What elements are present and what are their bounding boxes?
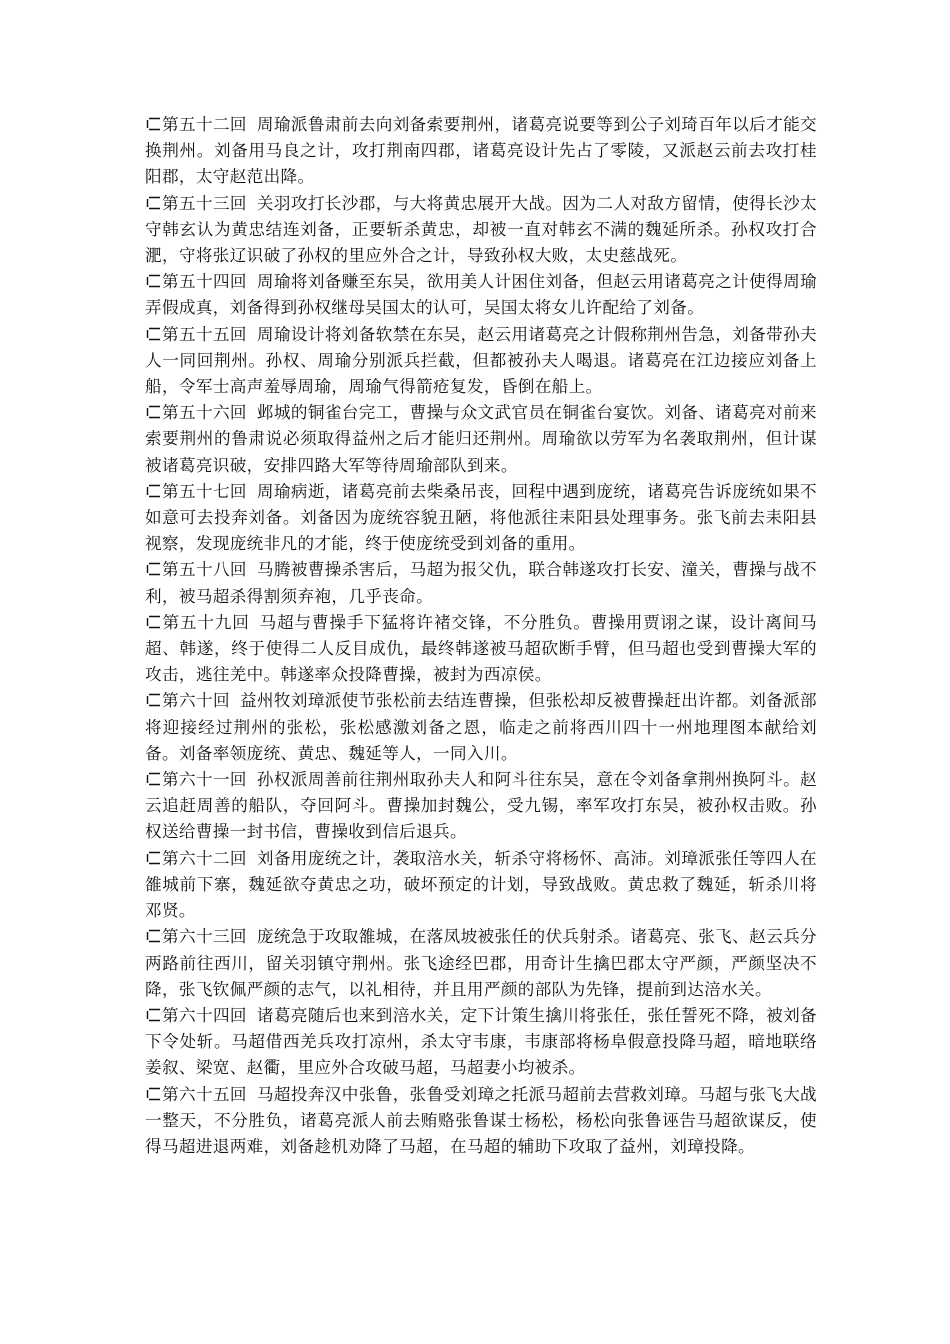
- chapter-number: 第五十二回: [162, 115, 247, 134]
- chapter-number: 第六十五回: [162, 1084, 247, 1104]
- chapter-number: 第六十一回: [162, 770, 247, 790]
- chapter-number: 第六十三回: [162, 927, 247, 947]
- chapter-entry: [145, 191, 817, 270]
- chapter-entry: [145, 479, 817, 558]
- chapter-summary: 关羽攻打长沙郡，与大将黄忠展开大战。因为二人对敌方留情，使得长沙太守韩玄认为黄忠结连刘备，正要斩杀黄忠，却被一直对韩玄不满的魏延所杀。孙权攻打合淝，守将张辽识破了孙权的里应外合之计，导致孙权大败，太史慈战死。: [145, 193, 817, 266]
- chapter-summary: 周瑜将刘备赚至东吴，欲用美人计困住刘备，但赵云用诸葛亮之计使得周瑜弄假成真，刘备得到孙权继母吴国太的认可，吴国太将女儿许配给了刘备。: [145, 272, 817, 318]
- chapter-number: 第五十五回: [162, 324, 247, 344]
- chapter-entry: [145, 400, 817, 479]
- chapter-summary: 孙权派周善前往荆州取孙夫人和阿斗往东吴，意在令刘备拿荆州换阿斗。赵云追赶周善的船队，夺回阿斗。曹操加封魏公，受九锡，率军攻打东吴，被孙权击败。孙权送给曹操一封书信，曹操收到信后退兵。: [145, 770, 817, 842]
- chapter-entry: [145, 688, 817, 767]
- list-marker-icon: [145, 615, 161, 629]
- chapter-number: 第五十三回: [162, 193, 247, 213]
- chapter-number: 第五十七回: [162, 481, 247, 501]
- chapter-number: 第六十二回: [162, 848, 247, 868]
- document-body: [145, 112, 817, 1160]
- chapter-entry: [145, 112, 817, 191]
- chapter-summary: 马腾被曹操杀害后，马超为报父仇，联合韩遂攻打长安、潼关，曹操与战不利，被马超杀得割须弃袍，几乎丧命。: [145, 560, 817, 606]
- chapter-summary: 马超与曹操手下猛将许褚交锋，不分胜负。曹操用贾诩之谋，设计离间马超、韩遂，终于使得二人反目成仇，最终韩遂被马超砍断手臂，但马超也受到曹操大军的攻击，逃往羌中。韩遂率众投降曹操，被封为西凉侯。: [145, 612, 818, 685]
- chapter-number: 第五十九回: [162, 612, 250, 632]
- list-marker-icon: [145, 929, 161, 943]
- chapter-summary: 益州牧刘璋派使节张松前去结连曹操，但张松却反被曹操赶出许都。刘备派部将迎接经过荆州的张松，张松感激刘备之恩，临走之前将西川四十一州地理图本献给刘备。刘备率领庞统、黄忠、魏延等人，一同入川。: [145, 691, 817, 763]
- list-marker-icon: [145, 693, 161, 707]
- chapter-entry: [145, 1082, 817, 1161]
- list-marker-icon: [145, 772, 161, 786]
- chapter-number: 第五十八回: [162, 560, 247, 580]
- list-marker-icon: [145, 484, 161, 498]
- chapter-summary: 刘备用庞统之计，袭取涪水关，斩杀守将杨怀、高沛。刘璋派张任等四人在雒城前下寨，魏延欲夺黄忠之功，破坏预定的计划，导致战败。黄忠救了魏延，斩杀川将邓贤。: [145, 848, 817, 921]
- chapter-summary: 马超投奔汉中张鲁，张鲁受刘璋之托派马超前去营救刘璋。马超与张飞大战一整天，不分胜负，诸葛亮派人前去贿赂张鲁谋士杨松，杨松向张鲁诬告马超欲谋反，使得马超进退两难，刘备趁机劝降了马超，在马超的辅助下攻取了益州，刘璋投降。: [145, 1084, 817, 1156]
- list-marker-icon: [145, 1008, 161, 1022]
- chapter-entry: [145, 557, 817, 609]
- list-marker-icon: [145, 274, 161, 288]
- chapter-entry: [145, 767, 817, 846]
- chapter-number: 第五十四回: [162, 272, 247, 292]
- chapter-entry: [145, 322, 817, 401]
- list-marker-icon: [145, 405, 161, 419]
- chapter-summary: 周瑜设计将刘备软禁在东吴，赵云用诸葛亮之计假称荆州告急，刘备带孙夫人一同回荆州。孙权、周瑜分别派兵拦截，但都被孙夫人喝退。诸葛亮在江边接应刘备上船，令军士高声羞辱周瑜，周瑜气得箭疮复发，昏倒在船上。: [145, 324, 817, 397]
- chapter-entry: [145, 924, 817, 1003]
- chapter-entry: [145, 1003, 817, 1082]
- chapter-summary: 周瑜派鲁肃前去向刘备索要荆州，诸葛亮说要等到公子刘琦百年以后才能交换荆州。刘备用马良之计，攻打荆南四郡，诸葛亮设计先占了零陵，又派赵云前去攻打桂阳郡，太守赵范出降。: [145, 115, 817, 187]
- chapter-entry: [145, 610, 817, 689]
- chapter-number: 第五十六回: [162, 403, 247, 423]
- list-marker-icon: [145, 851, 161, 865]
- chapter-number: 第六十四回: [162, 1005, 247, 1025]
- chapter-summary: 邺城的铜雀台完工，曹操与众文武官员在铜雀台宴饮。刘备、诸葛亮对前来索要荆州的鲁肃说必须取得益州之后才能归还荆州。周瑜欲以劳军为名袭取荆州，但计谋被诸葛亮识破，安排四路大军等待周瑜部队到来。: [145, 403, 817, 475]
- list-marker-icon: [145, 196, 161, 210]
- chapter-number: 第六十回: [162, 691, 230, 711]
- chapter-summary: 庞统急于攻取雒城，在落凤坡被张任的伏兵射杀。诸葛亮、张飞、赵云兵分两路前往西川，留关羽镇守荆州。张飞途经巴郡，用奇计生擒巴郡太守严颜，严颜坚决不降，张飞钦佩严颜的志气，以礼相待，并且用严颜的部队为先锋，提前到达涪水关。: [145, 927, 817, 999]
- chapter-entry: [145, 846, 817, 925]
- chapter-summary: 周瑜病逝，诸葛亮前去柴桑吊丧，回程中遇到庞统，诸葛亮告诉庞统如果不如意可去投奔刘备。刘备因为庞统容貌丑陋，将他派往耒阳县处理事务。张飞前去耒阳县视察，发现庞统非凡的才能，终于使庞统受到刘备的重用。: [145, 481, 817, 554]
- list-marker-icon: [145, 1087, 161, 1101]
- list-marker-icon: [145, 562, 161, 576]
- list-marker-icon: [145, 327, 161, 341]
- chapter-summary: 诸葛亮随后也来到涪水关，定下计策生擒川将张任，张任誓死不降，被刘备下令处斩。马超借西羌兵攻打凉州，杀太守韦康，韦康部将杨阜假意投降马超，暗地联络姜叙、梁宽、赵衢，里应外合攻破马超，马超妻小均被杀。: [145, 1005, 817, 1078]
- chapter-entry: [145, 269, 817, 321]
- list-marker-icon: [145, 117, 161, 131]
